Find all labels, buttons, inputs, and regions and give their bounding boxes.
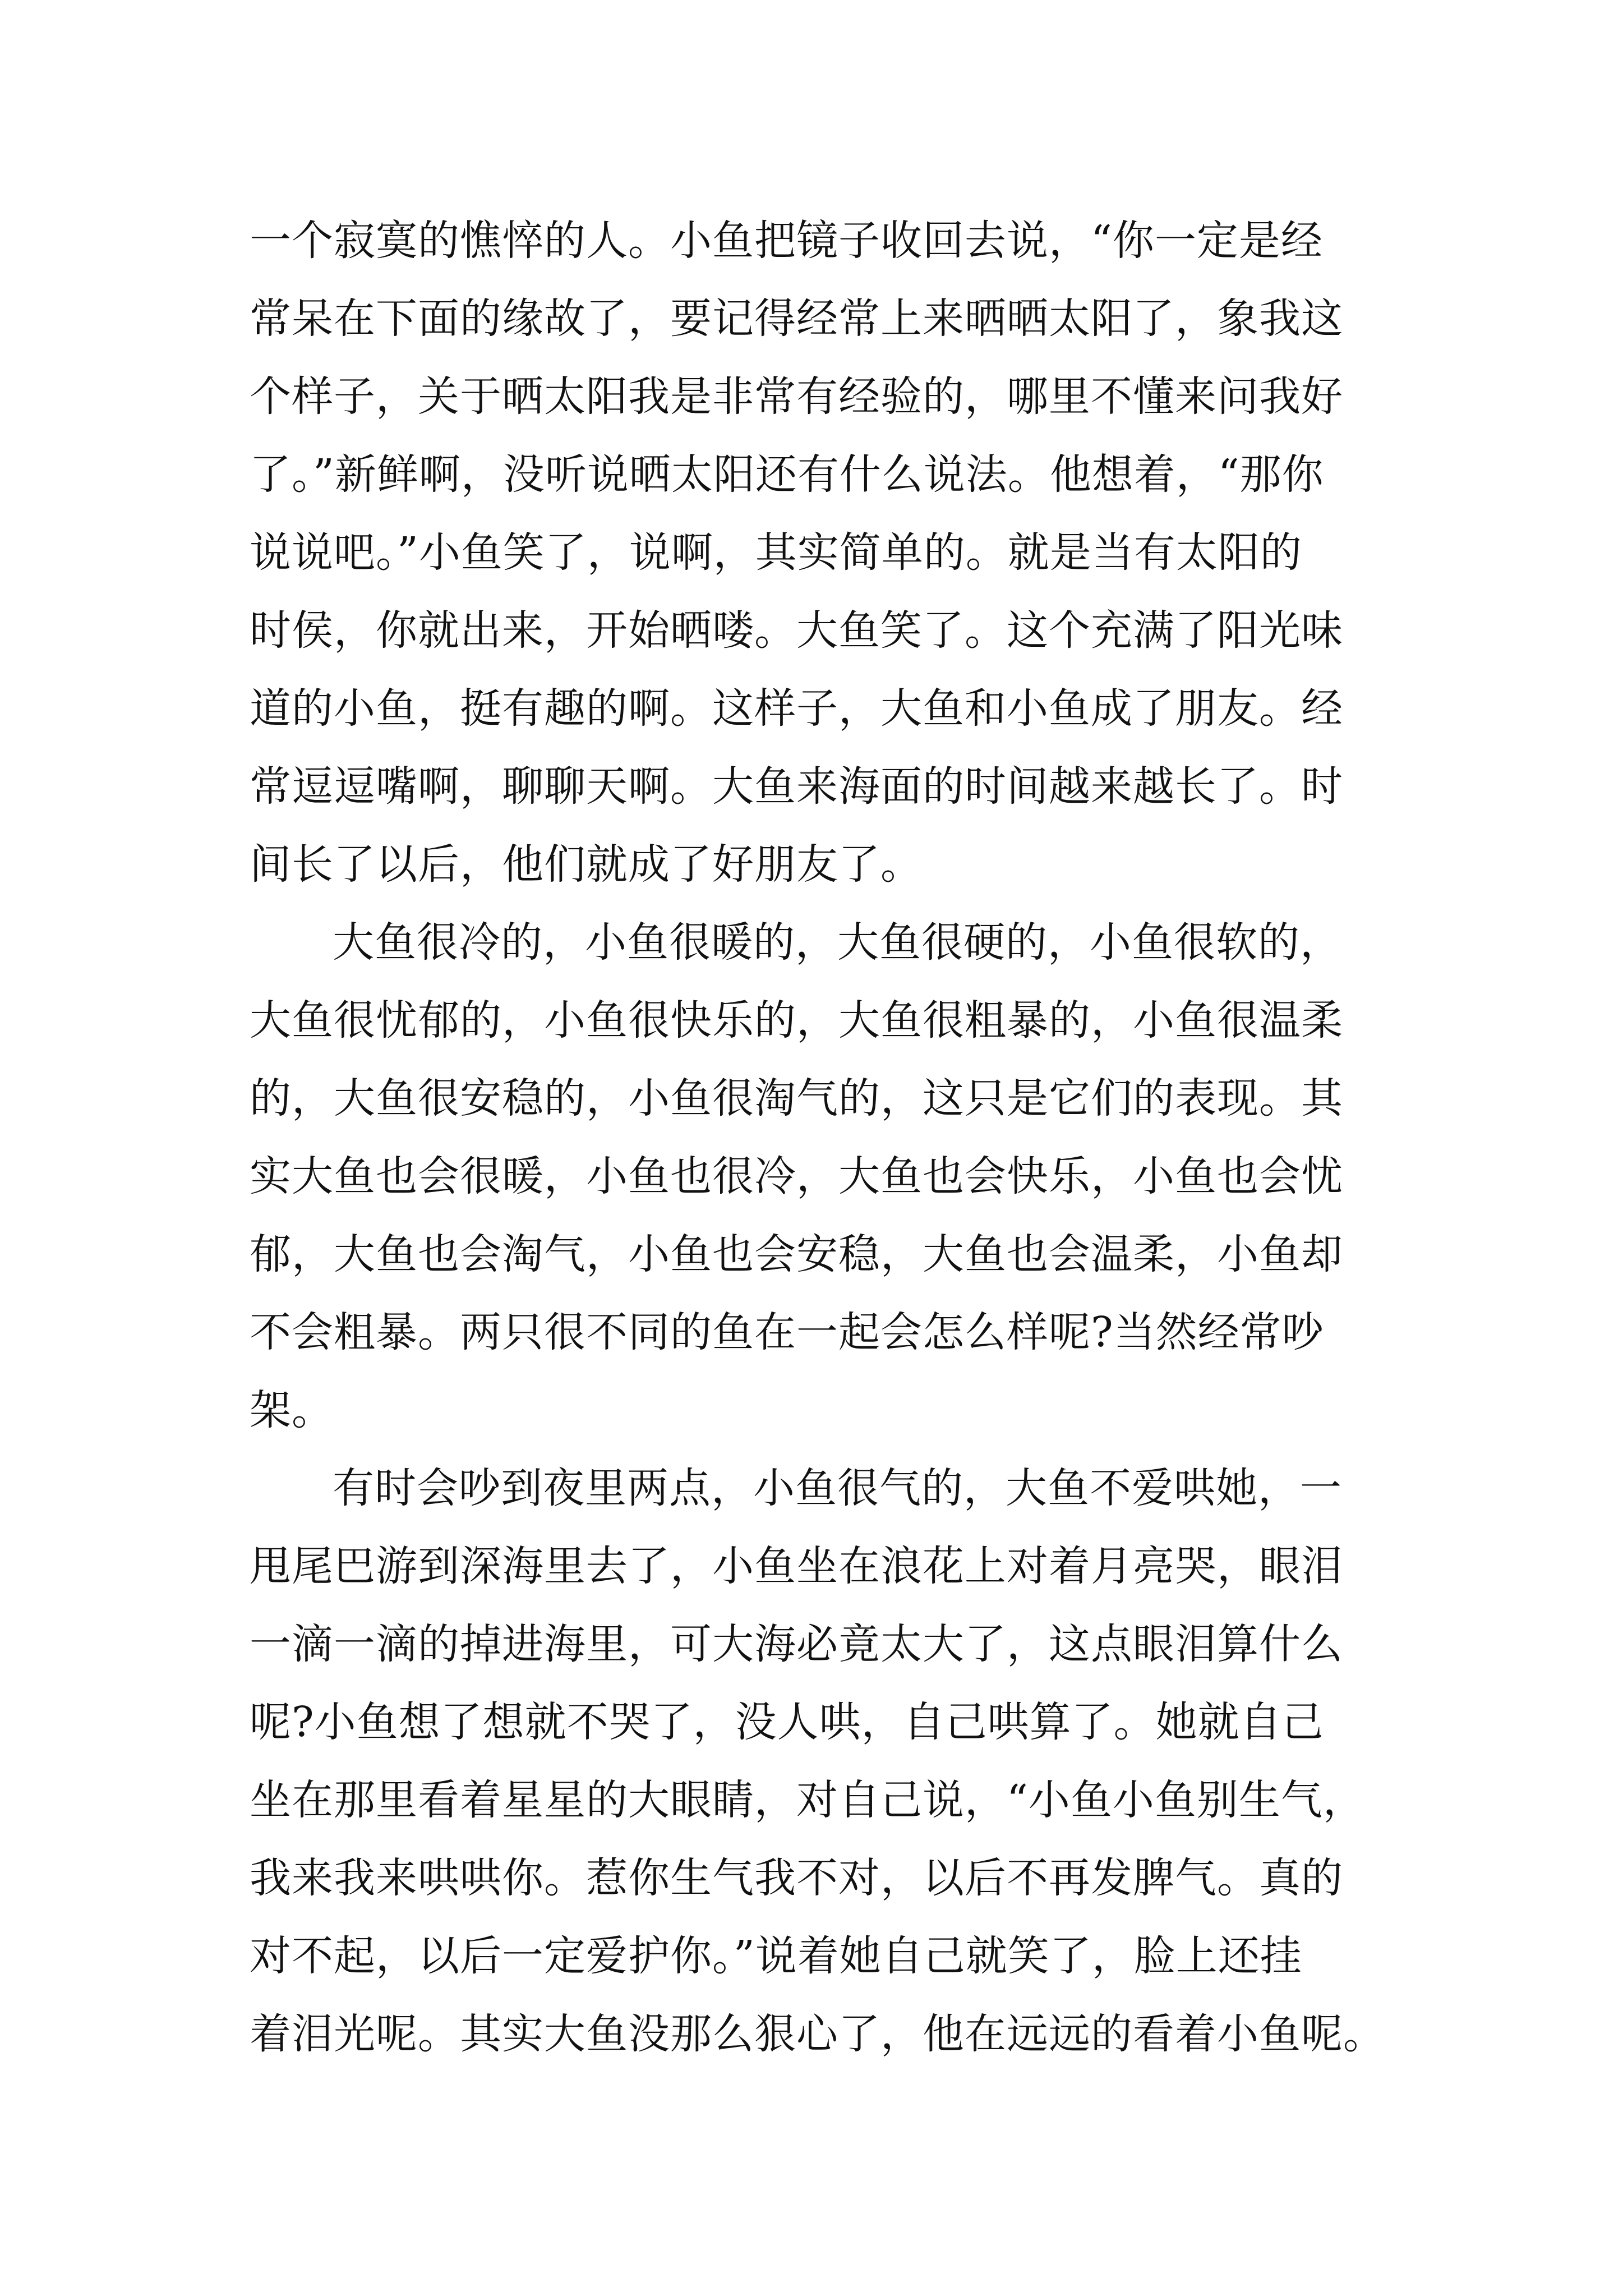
text-line: 常逗逗嘴啊，聊聊天啊。大鱼来海面的时间越来越长了。时 [250,762,1343,811]
paragraph-1 [250,202,1382,904]
text-line: 大鱼很忧郁的，小鱼很快乐的，大鱼很粗暴的，小鱼很温柔 [250,996,1343,1045]
text-line: 道的小鱼，挺有趣的啊。这样子，大鱼和小鱼成了朋友。经 [250,684,1343,733]
text-line: 常呆在下面的缘故了，要记得经常上来晒晒太阳了，象我这 [250,295,1343,343]
text-line: 有时会吵到夜里两点，小鱼很气的，大鱼不爱哄她，一 [333,1464,1342,1512]
text-line: 着泪光呢。其实大鱼没那么狠心了，他在远远的看着小鱼呢。 [250,2010,1385,2058]
text-line: 架。 [250,1386,334,1434]
text-line: 我来我来哄哄你。惹你生气我不对，以后不再发脾气。真的 [250,1854,1343,1902]
text-line: 间长了以后，他们就成了好朋友了。 [250,840,923,889]
paragraph-2 [250,904,1382,1450]
text-line: 呢?小鱼想了想就不哭了，没人哄，自己哄算了。她就自己 [250,1698,1324,1746]
text-line: 郁，大鱼也会淘气，小鱼也会安稳，大鱼也会温柔，小鱼却 [250,1230,1343,1278]
text-line: 说说吧。”小鱼笑了，说啊，其实简单的。就是当有太阳的 [250,528,1302,577]
text-line: 个样子，关于晒太阳我是非常有经验的，哪里不懂来问我好 [250,372,1343,421]
text-line: 实大鱼也会很暖，小鱼也很冷，大鱼也会快乐，小鱼也会忧 [250,1152,1343,1200]
document-body [250,202,1385,2073]
paragraph-3 [250,1450,1385,2073]
text-line: 坐在那里看着星星的大眼睛，对自己说，“小鱼小鱼别生气， [250,1776,1365,1824]
text-line: 甩尾巴游到深海里去了，小鱼坐在浪花上对着月亮哭，眼泪 [250,1542,1343,1590]
text-line: 一个寂寞的憔悴的人。小鱼把镜子收回去说，“你一定是经 [250,217,1323,265]
text-line: 的，大鱼很安稳的，小鱼很淘气的，这只是它们的表现。其 [250,1074,1343,1122]
text-line: 一滴一滴的掉进海里，可大海必竟太大了，这点眼泪算什么 [250,1620,1343,1668]
text-line: 了。”新鲜啊，没听说晒太阳还有什么说法。他想着，“那你 [250,450,1324,499]
text-line: 大鱼很冷的，小鱼很暖的，大鱼很硬的，小鱼很软的， [333,918,1342,967]
text-line: 时侯，你就出来，开始晒喽。大鱼笑了。这个充满了阳光味 [250,606,1343,655]
text-line: 对不起，以后一定爱护你。”说着她自己就笑了，脸上还挂 [250,1932,1302,1980]
text-line: 不会粗暴。两只很不同的鱼在一起会怎么样呢?当然经常吵 [250,1308,1324,1356]
